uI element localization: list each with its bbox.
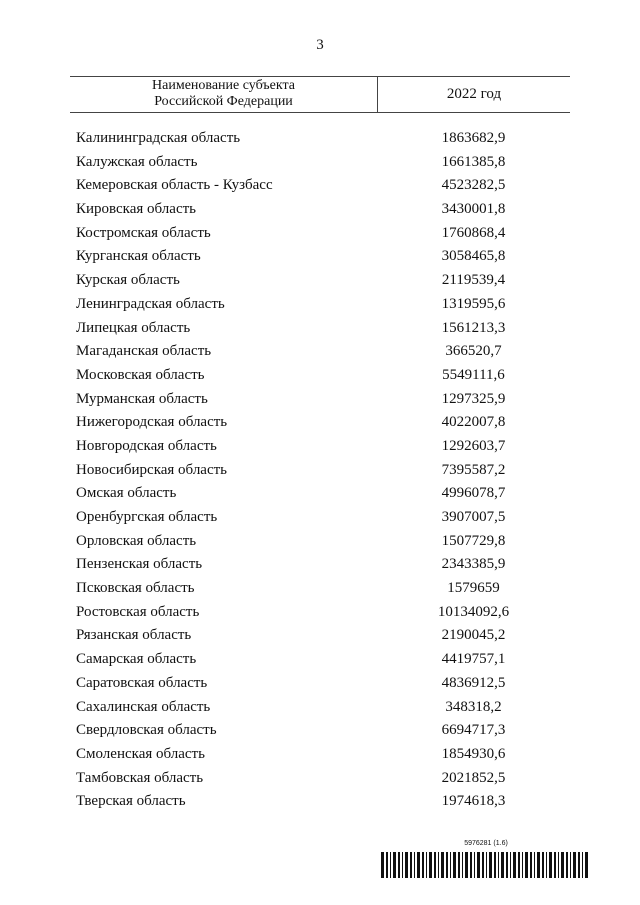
header-year: 2022 год [446, 86, 502, 102]
region-name: Новосибирская область [76, 461, 228, 478]
table-row [0, 743, 640, 767]
region-value: 1579659 [447, 580, 500, 597]
region-name: Оренбургская область [76, 509, 218, 525]
table-row [0, 411, 640, 435]
region-name: Свердловская область [76, 722, 217, 739]
region-value: 1863682,9 [441, 130, 506, 146]
table-row [0, 482, 640, 506]
region-name: Калининградская область [76, 130, 241, 146]
table-row [0, 222, 640, 246]
barcode [381, 840, 591, 880]
region-name: Самарская область [76, 651, 197, 668]
region-name: Пензенская область [76, 556, 203, 573]
region-name: Рязанская область [76, 627, 192, 644]
region-value: 1292603,7 [441, 437, 506, 454]
region-value: 1561213,3 [441, 319, 506, 336]
region-value: 6694717,3 [441, 722, 506, 739]
barcode-caption: 5976281 (1.6) [464, 840, 508, 847]
table-row [0, 388, 640, 412]
table-row [0, 506, 640, 530]
table-row [0, 364, 640, 388]
region-name: Курганская область [76, 248, 201, 265]
region-name: Псковская область [76, 580, 195, 597]
table-header [70, 76, 570, 113]
table-body [0, 127, 640, 814]
table-row [0, 790, 640, 814]
table-row [0, 151, 640, 175]
region-name: Новгородская область [76, 437, 217, 454]
table-row [0, 435, 640, 459]
table-row [0, 459, 640, 483]
region-value: 4419757,1 [441, 651, 506, 668]
region-name: Кемеровская область - Кузбасс [76, 177, 273, 194]
region-value: 1974618,3 [441, 793, 506, 810]
table-row [0, 624, 640, 648]
table-row [0, 317, 640, 341]
table-row [0, 127, 640, 151]
region-value: 3430001,8 [441, 201, 506, 218]
region-value: 1319595,6 [441, 295, 506, 312]
region-name: Московская область [76, 366, 205, 383]
region-value: 1297325,9 [441, 390, 506, 407]
region-name: Сахалинская область [76, 698, 211, 715]
table-row [0, 553, 640, 577]
region-value: 2119539,4 [441, 272, 506, 289]
region-value: 5549111,6 [442, 366, 505, 383]
region-value: 4523282,5 [441, 177, 506, 194]
region-name: Кировская область [76, 201, 197, 218]
region-value: 1760868,4 [441, 224, 506, 241]
region-name: Липецкая область [76, 319, 191, 336]
header-region-name [70, 77, 378, 112]
region-value: 4022007,8 [441, 414, 506, 431]
table-row [0, 293, 640, 317]
region-value: 1507729,8 [441, 532, 506, 549]
header-region-name-line2: Российской Федерации [154, 94, 293, 109]
region-value: 1661385,8 [441, 153, 506, 170]
region-name: Тамбовская область [76, 769, 204, 786]
region-name: Ленинградская область [76, 295, 225, 312]
table-row [0, 340, 640, 364]
region-value: 3058465,8 [441, 248, 506, 265]
region-name: Мурманская область [76, 390, 208, 407]
region-name: Смоленская область [76, 745, 205, 762]
region-value: 2190045,2 [441, 627, 506, 644]
region-value: 10134092,6 [437, 603, 510, 620]
table-row [0, 530, 640, 554]
region-name: Курская область [76, 272, 180, 289]
table-row [0, 696, 640, 720]
table-row [0, 767, 640, 791]
region-name: Магаданская область [76, 343, 212, 360]
region-value: 2343385,9 [441, 556, 506, 573]
region-name: Костромская область [76, 224, 211, 241]
table-row [0, 174, 640, 198]
page-number: 3 [316, 37, 324, 53]
region-name: Нижегородская область [76, 414, 228, 431]
region-name: Омская область [76, 485, 177, 502]
table-row [0, 577, 640, 601]
region-name: Орловская область [76, 532, 197, 549]
barcode-bars-icon [381, 852, 591, 878]
region-value: 1854930,6 [441, 745, 506, 762]
region-value: 3907007,5 [441, 509, 506, 525]
region-name: Калужская область [76, 153, 198, 170]
table-row [0, 601, 640, 625]
region-value: 2021852,5 [441, 769, 506, 786]
region-value: 4836912,5 [441, 674, 506, 691]
table-row [0, 245, 640, 269]
region-name: Тверская область [76, 793, 186, 810]
table-row [0, 672, 640, 696]
region-value: 4996078,7 [441, 485, 506, 502]
header-region-name-line1: Наименование субъекта [152, 78, 295, 93]
region-name: Саратовская область [76, 674, 208, 691]
region-value: 366520,7 [445, 343, 502, 360]
region-value: 7395587,2 [441, 461, 506, 478]
table-row [0, 198, 640, 222]
region-name: Ростовская область [76, 603, 200, 620]
table-row [0, 269, 640, 293]
table-row [0, 648, 640, 672]
table-row [0, 719, 640, 743]
region-value: 348318,2 [445, 698, 502, 715]
